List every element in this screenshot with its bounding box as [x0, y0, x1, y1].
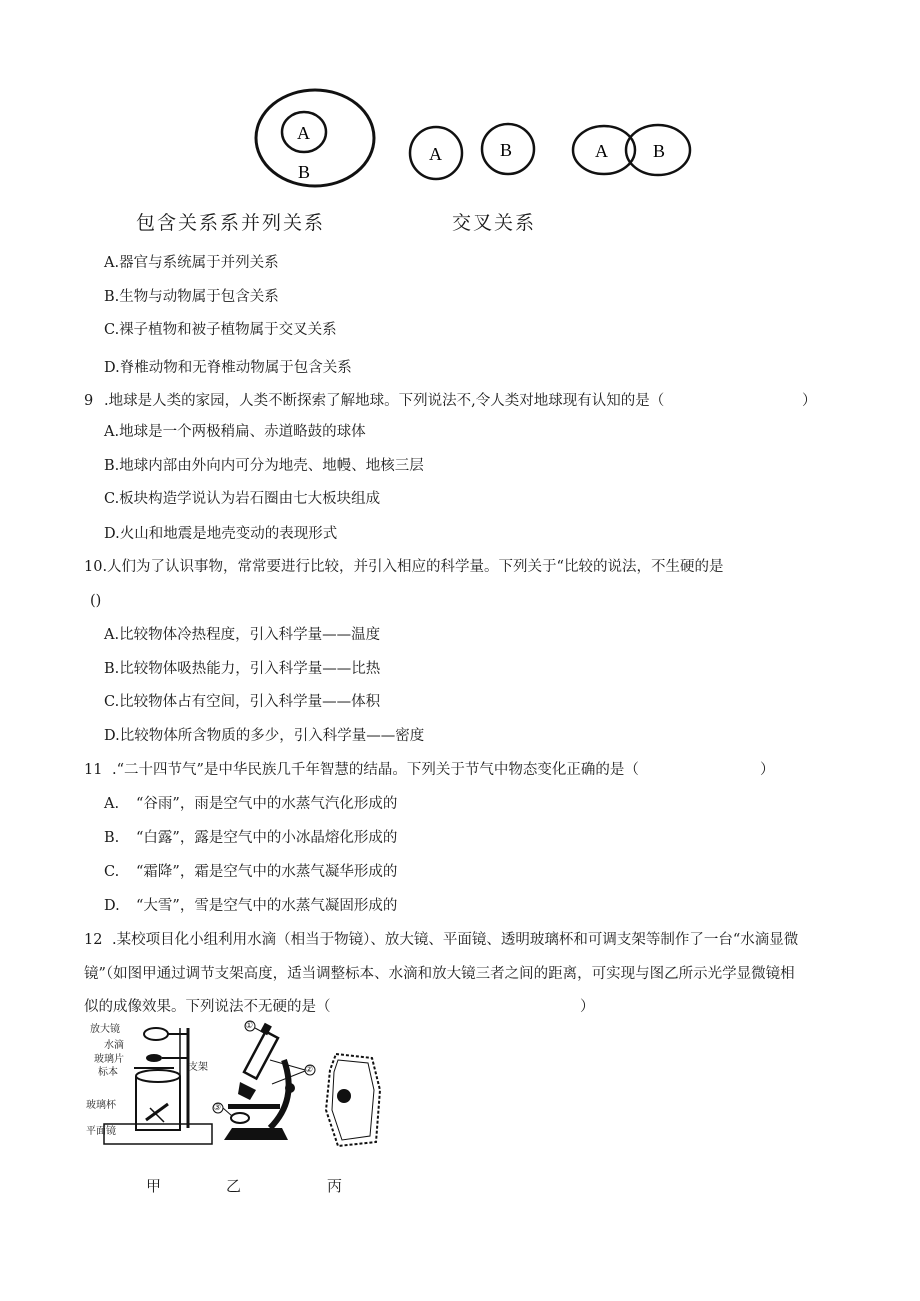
- label-b: B: [500, 140, 513, 160]
- caption-right: 交叉关系: [452, 212, 537, 234]
- q8-option-c: C.裸子植物和被子植物属于交叉关系: [104, 322, 337, 338]
- q12-number: 12: [84, 932, 103, 948]
- q10-option-c: C.比较物体占有空间，引入科学量——体积: [104, 694, 381, 710]
- label-a: A: [297, 123, 310, 143]
- caption-left: 包含关系系并列关系: [136, 212, 326, 234]
- q11-option-a: “谷雨”，雨是空气中的水蒸气汽化形成的: [136, 796, 398, 812]
- label-glass-cup: 玻璃杯: [86, 1100, 116, 1111]
- q10-paren: (): [90, 593, 102, 609]
- figure-yi-microscope: [210, 1020, 320, 1150]
- label-stand: 支架: [188, 1062, 208, 1073]
- q11-option-a-label: A.: [104, 796, 120, 812]
- q11-number: 11: [84, 762, 103, 778]
- q12-line-3: 似的成像效果。下列说法不无硬的是（: [84, 999, 331, 1015]
- q9-option-a: A.地球是一个两极稍扁、赤道略鼓的球体: [104, 424, 366, 440]
- label-b: B: [298, 162, 311, 182]
- label-a: A: [429, 144, 442, 164]
- q8-option-d: D.脊椎动物和无脊椎动物属于包含关系: [104, 360, 352, 376]
- caption-jia: 甲: [146, 1177, 162, 1195]
- q11-option-c-label: C.: [104, 864, 120, 880]
- q11-option-b: “白露”，露是空气中的小冰晶熔化形成的: [136, 830, 398, 846]
- q10-option-b: B.比较物体吸热能力，引入科学量——比热: [104, 661, 381, 677]
- q10-option-d: D.比较物体所含物质的多少，引入科学量——密度: [104, 728, 425, 744]
- q9-close-paren: ）: [802, 393, 817, 409]
- label-b: B: [653, 141, 666, 161]
- marker-3: ③: [213, 1103, 222, 1113]
- q11-stem: .“二十四节气”是中华民族几千年智慧的结晶。下列关于节气中物态变化正确的是（: [112, 762, 639, 778]
- label-specimen: 标本: [98, 1067, 118, 1078]
- q9-option-b: B.地球内部由外向内可分为地壳、地幔、地核三层: [104, 458, 424, 474]
- q8-option-b: B.生物与动物属于包含关系: [104, 289, 279, 305]
- label-water-drop: 水滴: [104, 1040, 124, 1051]
- marker-1: ①: [245, 1021, 254, 1031]
- marker-2: ②: [305, 1065, 314, 1075]
- q12-line-2: 镜”（如图甲通过调节支架高度，适当调整标本、水滴和放大镜三者之间的距离，可实现与图乙所示光学显微镜相: [84, 966, 795, 982]
- containment-diagram: [256, 90, 374, 186]
- label-plane-mirror: 平面镜: [86, 1126, 116, 1137]
- q11-option-d-label: D.: [104, 898, 120, 914]
- label-magnifier: 放大镜: [90, 1024, 120, 1035]
- q10-option-a: A.比较物体冷热程度，引入科学量——温度: [104, 627, 381, 643]
- q9-option-c: C.板块构造学说认为岩石圈由七大板块组成: [104, 491, 381, 507]
- q8-option-a: A.器官与系统属于并列关系: [104, 255, 279, 271]
- intersection-diagram: [573, 125, 690, 175]
- q9-option-d: D.火山和地震是地壳变动的表现形式: [104, 526, 338, 542]
- q11-option-d: “大雪”，雪是空气中的水蒸气凝固形成的: [136, 898, 398, 914]
- relation-diagram: [240, 85, 710, 205]
- parallel-diagram: [410, 124, 534, 179]
- q9-number: 9: [84, 393, 94, 409]
- q12-line-1: .某校项目化小组利用水滴（相当于物镜）、放大镜、平面镜、透明玻璃杯和可调支架等制作了一台“水滴显微: [112, 932, 799, 948]
- caption-bing: 丙: [327, 1177, 343, 1195]
- q11-option-c: “霜降”，霜是空气中的水蒸气凝华形成的: [136, 864, 398, 880]
- q11-option-b-label: B.: [104, 830, 120, 846]
- q11-close-paren: ）: [760, 762, 775, 778]
- figure-bing-cell: [320, 1050, 384, 1150]
- caption-yi: 乙: [226, 1177, 242, 1195]
- q9-stem: .地球是人类的家园，人类不断探索了解地球。下列说法不,令人类对地球现有认知的是（: [104, 393, 665, 409]
- q12-close-paren: ）: [580, 999, 595, 1015]
- q10-stem: 10.人们为了认识事物，常常要进行比较，并引入相应的科学量。下列关于“比较的说法，不生硬的是: [84, 559, 724, 575]
- label-a: A: [595, 141, 608, 161]
- label-glass-slide: 玻璃片: [94, 1054, 124, 1065]
